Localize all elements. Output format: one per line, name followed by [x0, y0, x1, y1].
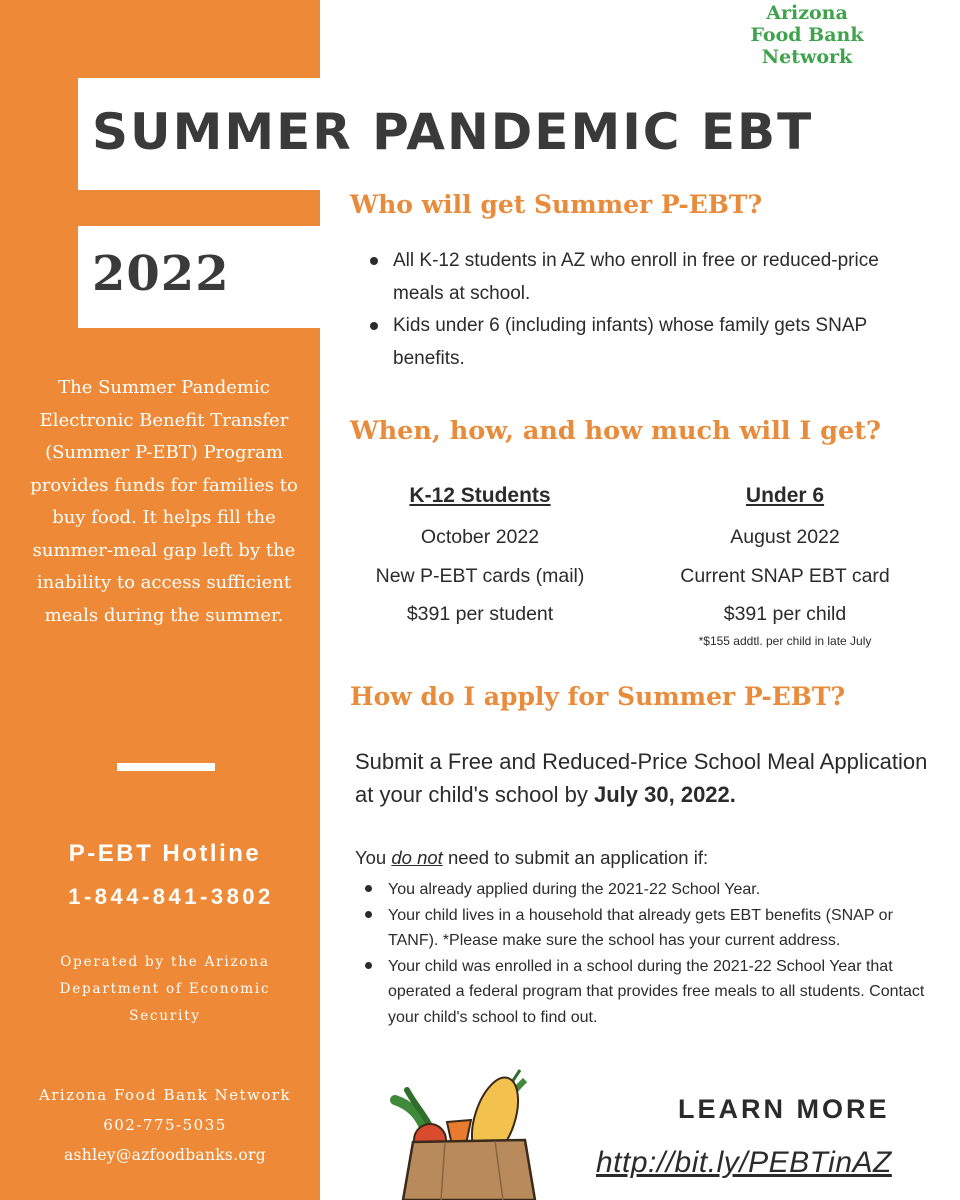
hotline-number[interactable]: 1-844-841-3802 [68, 884, 274, 909]
learn-more-label: LEARN MORE [678, 1094, 890, 1124]
list-item: Kids under 6 (including infants) whose family gets SNAP benefits. [363, 310, 923, 375]
list-item: All K-12 students in AZ who enroll in free or reduced-price meals at school. [363, 245, 923, 310]
under6-method: Current SNAP EBT card [680, 565, 890, 587]
list-item: You already applied during the 2021-22 School Year. [358, 877, 938, 903]
logo-line-1: Arizona [766, 2, 848, 24]
list-item: Your child was enrolled in a school during the 2021-22 School Year that operated a federal program that provides free meals to all students. Contact your child's school to find out. [358, 954, 938, 1031]
apply-instructions [355, 745, 935, 811]
k12-date: October 2022 [420, 526, 540, 548]
not-need-list [358, 877, 938, 1030]
k12-amount: $391 per student [406, 603, 554, 625]
learn-more-link[interactable]: http://bit.ly/PEBTinAZ [596, 1146, 892, 1179]
under6-header: Under 6 [745, 484, 825, 507]
program-description: The Summer Pandemic Electronic Benefit Transfer (Summer P-EBT) Program provides funds for families to buy food. It helps fill the summer-meal gap left by the inability to access sufficient meals during the summer. [30, 377, 298, 626]
list-item: Your child lives in a household that already gets EBT benefits (SNAP or TANF). *Please make sure the school has your current address. [358, 903, 938, 954]
not-need-emphasis: do not [391, 847, 443, 868]
hotline-title: P-EBT Hotline [68, 840, 262, 867]
org-name: Arizona Food Bank Network [38, 1086, 292, 1104]
not-need-intro [355, 847, 708, 869]
org-phone[interactable]: 602-775-5035 [103, 1116, 227, 1134]
who-list [363, 245, 923, 375]
k12-method: New P-EBT cards (mail) [375, 565, 585, 587]
page-title: SUMMER PANDEMIC EBT [92, 103, 814, 161]
apply-deadline: July 30, 2022. [594, 782, 736, 807]
k12-header: K-12 Students [409, 484, 551, 507]
logo-line-3: Network [761, 46, 853, 68]
org-contact [20, 1080, 310, 1170]
apply-text: Submit a Free and Reduced-Price School Meal Application at your child's school by [355, 749, 928, 807]
who-heading: Who will get Summer P-EBT? [350, 190, 763, 219]
not-need-prefix: You [355, 847, 387, 868]
page-year: 2022 [92, 246, 230, 302]
org-logo [722, 2, 892, 68]
apply-heading: How do I apply for Summer P-EBT? [350, 682, 846, 711]
org-email[interactable]: ashley@azfoodbanks.org [64, 1146, 266, 1164]
under6-amount: $391 per child [723, 603, 847, 625]
not-need-suffix: need to submit an application if: [447, 847, 709, 868]
under6-note: *$155 addtl. per child in late July [698, 634, 872, 648]
when-heading: When, how, and how much will I get? [350, 416, 881, 446]
under6-date: August 2022 [730, 526, 840, 548]
grocery-bag-icon [385, 1060, 555, 1200]
operated-by: Operated by the Arizona Department of Economic Security [59, 954, 271, 1024]
sidebar-divider [117, 763, 215, 771]
logo-line-2: Food Bank [750, 24, 864, 46]
